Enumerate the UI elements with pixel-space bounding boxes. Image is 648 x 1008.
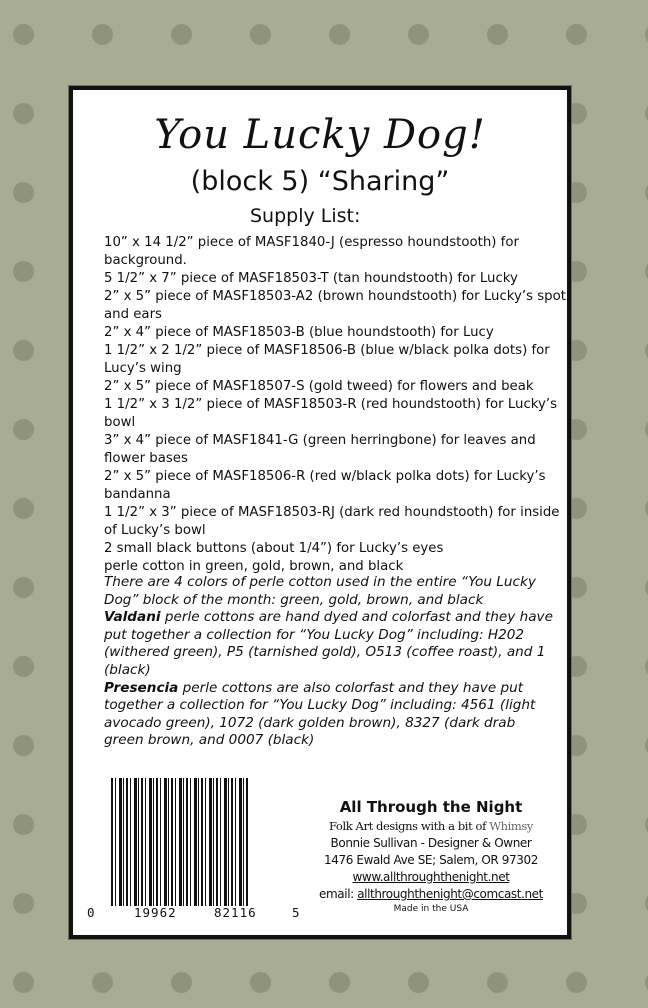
pattern-title: You Lucky Dog! (154, 112, 486, 158)
pattern-card (69, 86, 571, 939)
supply-item: 2” x 5” piece of MASF18506-R (red w/black polka dots) for Lucky’s bandanna (104, 469, 546, 502)
supply-item: 1 1/2” x 3 1/2” piece of MASF18503-R (red houndstooth) for Lucky’s bowl (104, 397, 558, 430)
supply-item: 5 1/2” x 7” piece of MASF18503-T (tan houndstooth) for Lucky (104, 271, 518, 286)
supply-item: 1 1/2” x 2 1/2” piece of MASF18506-B (blue w/black polka dots) for Lucy’s wing (104, 343, 550, 376)
valdani-text: perle cottons are hand dyed and colorfast and they have put together a collection for “You Lucky Dog” including: H202 (withered green), P5 (tarnished gold), O513 (coffee roast), and 1 (black) (104, 609, 553, 678)
email-label: email: (319, 887, 358, 901)
email-link[interactable]: allthroughthenight@comcast.net (357, 887, 543, 901)
tagline-whimsy: Whimsy (489, 819, 533, 833)
barcode-group-2: 82116 (214, 905, 257, 920)
notes-intro: There are 4 colors of perle cotton used in the entire “You Lucky Dog” block of the month: green, gold, brown, and black (104, 574, 536, 608)
supply-item: 10” x 14 1/2” piece of MASF1840-J (espresso houndstooth) for background. (104, 235, 519, 268)
supply-item: 1 1/2” x 3” piece of MASF18503-RJ (dark red houndstooth) for inside of Lucky’s bowl (104, 505, 560, 538)
valdani-brand: Valdani (104, 609, 161, 626)
supply-item: 3” x 4” piece of MASF1841-G (green herringbone) for leaves and flower bases (104, 433, 536, 466)
company-owner: Bonnie Sullivan - Designer & Owner (330, 836, 532, 850)
supply-item: 2 small black buttons (about 1/4”) for Lucky’s eyes (104, 541, 444, 556)
notes-presencia (104, 680, 559, 750)
company-info (311, 798, 551, 914)
presencia-brand: Presencia (104, 679, 179, 696)
company-tagline (311, 819, 551, 833)
barcode-group-1: 19962 (134, 905, 177, 920)
block-subtitle: (block 5) “Sharing” (190, 166, 450, 197)
supply-list (104, 234, 569, 576)
made-in-usa: Made in the USA (393, 904, 469, 914)
company-email (311, 887, 551, 901)
barcode-digit-first: 0 (87, 905, 95, 920)
supply-list-heading: Supply List: (250, 205, 361, 227)
tagline-main: Folk Art designs with a bit of (328, 819, 490, 833)
barcode-digit-last: 5 (292, 905, 300, 920)
supply-item: 2” x 5” piece of MASF18503-A2 (brown houndstooth) for Lucky’s spot and ears (104, 289, 566, 322)
company-address: 1476 Ewald Ave SE; Salem, OR 97302 (324, 853, 538, 867)
barcode-image (111, 778, 249, 906)
perle-cotton-notes (104, 574, 559, 750)
company-website-link[interactable]: www.allthroughthenight.net (352, 870, 510, 884)
supply-item: 2” x 5” piece of MASF18507-S (gold tweed) for flowers and beak (104, 379, 534, 394)
company-name: All Through the Night (339, 798, 523, 816)
supply-item: 2” x 4” piece of MASF18503-B (blue houndstooth) for Lucy (104, 325, 494, 340)
supply-item: perle cotton in green, gold, brown, and black (104, 559, 404, 574)
notes-valdani (104, 609, 559, 679)
presencia-text: perle cottons are also colorfast and they have put together a collection for “You Lucky Dog” including: 4561 (light avocado green), 1072 (dark golden brown), 8327 (dark drab green brown, and 0007 (black) (104, 679, 536, 749)
